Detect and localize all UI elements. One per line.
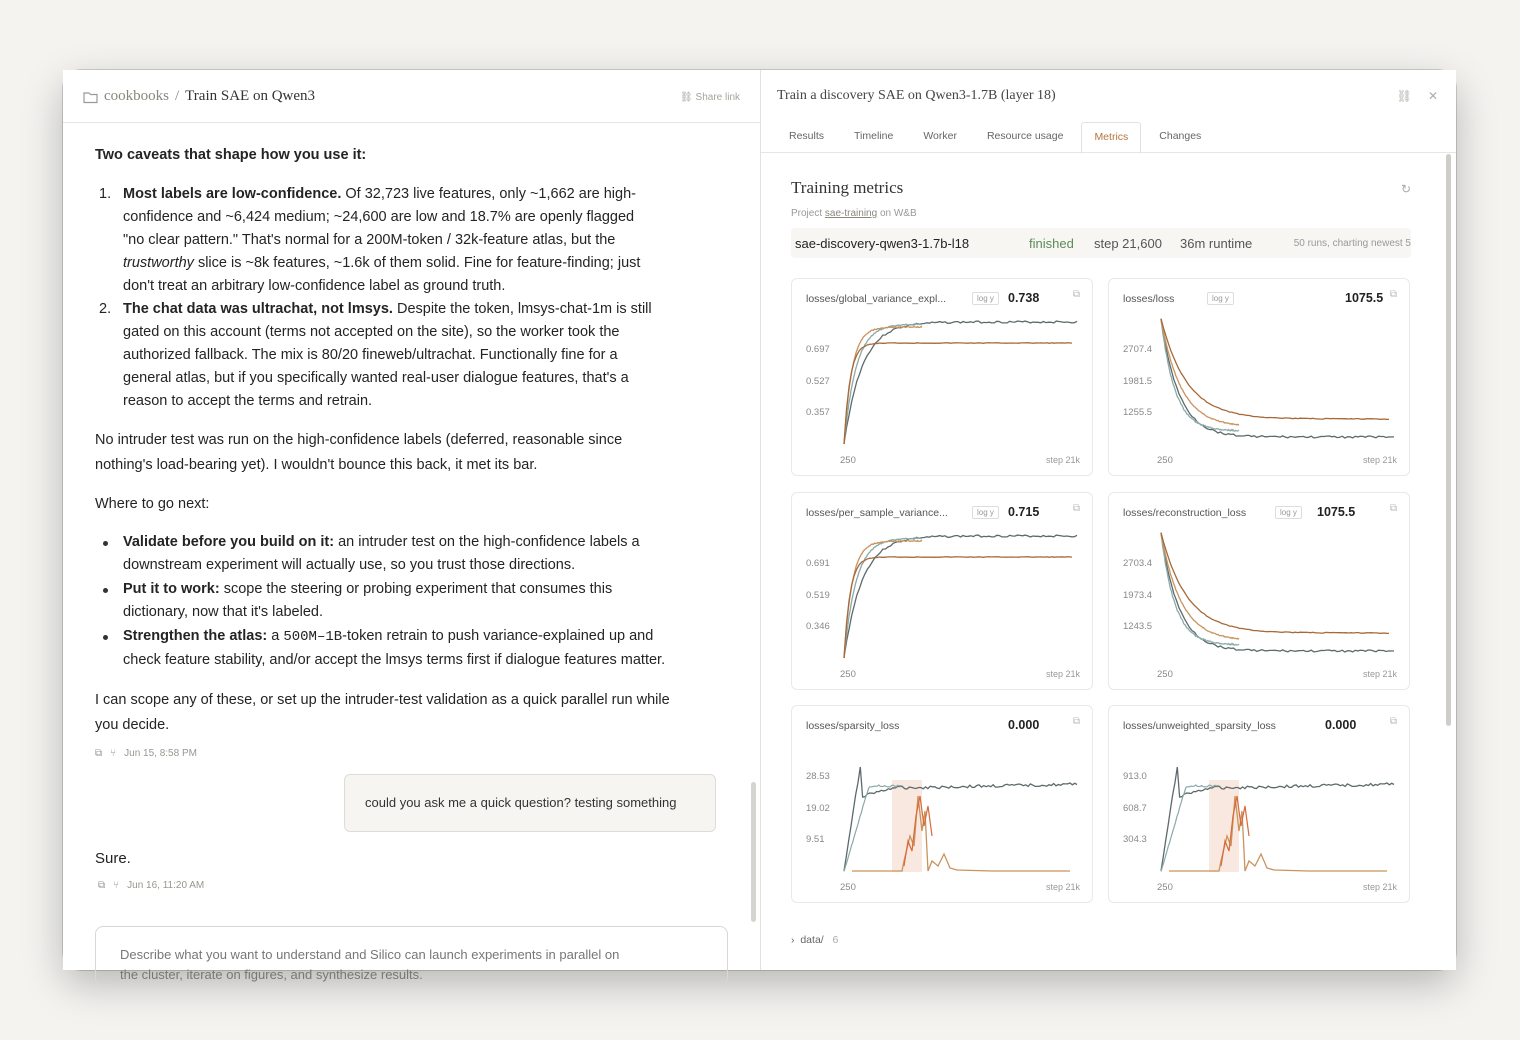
- share-link-button[interactable]: [680, 92, 740, 103]
- series-line: [1161, 319, 1239, 425]
- folder-icon: [83, 91, 98, 103]
- y-tick-label: 0.519: [806, 590, 830, 601]
- copy-icon[interactable]: ⧉: [98, 880, 106, 891]
- text-line: gated on this account (terms not accepted on the site), so the worker took the: [123, 324, 620, 340]
- item-bold: Put it to work:: [123, 581, 220, 597]
- metrics-scrollbar[interactable]: [1446, 154, 1451, 726]
- text-line: downstream experiment will actually use, so you trust those directions.: [123, 557, 576, 573]
- breadcrumb-separator: /: [175, 88, 180, 104]
- text-line: nothing's load-bearing yet). I wouldn't bounce this back, it met its bar.: [95, 457, 538, 473]
- x-tick-label: step 21k: [1362, 455, 1397, 465]
- folder-label: data/: [800, 934, 824, 946]
- composer-placeholder: Describe what you want to understand and Silico can launch experiments in parallel on: [120, 947, 620, 962]
- series-line: [844, 557, 1072, 658]
- x-tick-label: step 21k: [1045, 882, 1080, 892]
- y-tick-label: 0.691: [806, 558, 830, 569]
- chart-latest-value: 0.000: [1325, 718, 1357, 732]
- highlight-region: [892, 780, 922, 872]
- app-window: [63, 70, 1456, 982]
- metric-chart-card: [1108, 705, 1410, 903]
- metric-folder-data[interactable]: [791, 934, 838, 946]
- run-summary: [791, 228, 1411, 258]
- branch-icon[interactable]: ⑂: [113, 880, 120, 891]
- close-icon[interactable]: ✕: [1427, 89, 1438, 103]
- metric-chart-card: [1108, 278, 1410, 476]
- copy-icon[interactable]: ⧉: [95, 748, 103, 759]
- expand-icon[interactable]: ⧉: [1389, 716, 1397, 727]
- series-line: [844, 535, 1077, 658]
- timestamp: Jun 15, 8:58 PM: [124, 748, 197, 759]
- tab-worker[interactable]: Worker: [923, 130, 957, 142]
- chart-latest-value: 0.738: [1008, 291, 1040, 305]
- expand-icon[interactable]: ⧉: [1072, 716, 1080, 727]
- chat-pane: [63, 70, 761, 982]
- chevron-right-icon: ›: [791, 934, 795, 946]
- list-number: 2.: [99, 301, 112, 317]
- text-line: -token retrain to push variance-explained up and: [342, 628, 654, 644]
- text-line: confidence and ~6,424 medium; ~24,600 are low and 18.7% are openly flagged: [123, 209, 635, 225]
- text-line: authorized fallback. The mix is 80/20 fineweb/ultrachat. Functionally fine for a: [123, 347, 618, 363]
- text-line: you decide.: [95, 717, 170, 733]
- log-y-toggle[interactable]: log y: [972, 506, 999, 519]
- metric-chart-card: [791, 705, 1093, 903]
- next-list: [95, 531, 725, 672]
- series-line: [844, 321, 1077, 444]
- tab-metrics[interactable]: Metrics: [1081, 122, 1141, 154]
- series-line: [844, 767, 1077, 871]
- list-item: [95, 531, 725, 577]
- breadcrumb-root[interactable]: cookbooks: [104, 88, 169, 104]
- metric-chart-card: [1108, 492, 1410, 690]
- chart-latest-value: 1075.5: [1317, 505, 1356, 519]
- metric-chart-card: [791, 278, 1093, 476]
- text-line: scope the steering or probing experiment that consumes this: [219, 581, 613, 597]
- bullet: [103, 635, 108, 640]
- run-status: finished: [1029, 236, 1074, 251]
- list-item: [95, 578, 725, 624]
- expand-icon[interactable]: ⧉: [1389, 289, 1397, 300]
- caveat-item: [95, 183, 725, 298]
- line-chart: [792, 309, 1092, 473]
- run-name: sae-discovery-qwen3-1.7b-l18: [795, 236, 970, 251]
- tab-changes[interactable]: Changes: [1159, 130, 1202, 142]
- text-line: reason to accept the terms and retrain.: [123, 393, 373, 409]
- share-link-label: Share link: [695, 92, 740, 103]
- series-line: [1161, 767, 1394, 871]
- x-tick-label: 250: [840, 455, 856, 466]
- chart-title: losses/global_variance_expl...: [806, 293, 947, 305]
- tab-bar: [777, 122, 1219, 152]
- log-y-toggle[interactable]: log y: [1207, 292, 1234, 305]
- y-tick-label: 1255.5: [1123, 407, 1153, 418]
- x-tick-label: step 21k: [1045, 669, 1080, 679]
- text-line: an intruder test on the high-confidence labels a: [334, 534, 640, 550]
- series-line: [1161, 319, 1389, 420]
- item-bold: Strengthen the atlas:: [123, 628, 268, 644]
- list-number: 1.: [99, 186, 112, 202]
- y-tick-label: 0.357: [806, 407, 830, 418]
- project-line: [791, 208, 917, 219]
- timestamp: Jun 16, 11:20 AM: [127, 880, 205, 891]
- closing-paragraph: [95, 688, 670, 738]
- text-mono: 500M–1B: [283, 629, 343, 645]
- caveats-heading: Two caveats that shape how you use it:: [95, 147, 367, 163]
- x-tick-label: 250: [1157, 669, 1173, 680]
- experiment-pane: [761, 70, 1456, 970]
- item-bold: Validate before you build on it:: [123, 534, 335, 550]
- chart-title: losses/unweighted_sparsity_loss: [1123, 720, 1276, 732]
- experiment-title: Train a discovery SAE on Qwen3-1.7B (layer 18): [777, 88, 1056, 103]
- x-tick-label: step 21k: [1362, 669, 1397, 679]
- folder-count: 6: [832, 934, 839, 946]
- series-line: [1161, 533, 1394, 652]
- tab-divider: [761, 152, 1456, 153]
- project-prefix: Project: [791, 208, 823, 219]
- y-tick-label: 2707.4: [1123, 344, 1153, 355]
- tab-results[interactable]: Results: [789, 130, 825, 142]
- x-tick-label: 250: [1157, 882, 1173, 893]
- text-line: I can scope any of these, or set up the intruder-test validation as a quick parallel run while: [95, 692, 670, 708]
- metric-chart-card: [791, 492, 1093, 690]
- y-tick-label: 2703.4: [1123, 558, 1153, 569]
- y-tick-label: 608.7: [1123, 803, 1147, 814]
- log-y-toggle[interactable]: log y: [972, 292, 999, 305]
- series-line: [1161, 533, 1239, 639]
- list-item: [95, 625, 725, 672]
- series-line: [1169, 796, 1387, 871]
- expand-icon[interactable]: ⧉: [1072, 289, 1080, 300]
- series-line: [852, 796, 1070, 871]
- x-tick-label: step 21k: [1045, 455, 1080, 465]
- y-tick-label: 1981.5: [1123, 376, 1153, 387]
- y-tick-label: 1243.5: [1123, 621, 1153, 632]
- line-chart: [792, 736, 1092, 900]
- run-count: 50 runs, charting newest 5: [1293, 238, 1411, 249]
- y-tick-label: 304.3: [1123, 834, 1147, 845]
- bullet: [103, 588, 108, 593]
- pane-actions: [1397, 89, 1438, 103]
- text-line: slice is ~8k features, ~1.6k of them solid. Fine for feature-finding; just: [193, 255, 641, 271]
- text-line: Of 32,723 live features, only ~1,662 are high-: [345, 186, 636, 202]
- y-tick-label: 0.527: [806, 376, 830, 387]
- text-line: No intruder test was run on the high-confidence labels (deferred, reasonable since: [95, 432, 623, 448]
- y-tick-label: 0.697: [806, 344, 830, 355]
- chat-scrollbar[interactable]: [751, 782, 756, 922]
- expand-icon[interactable]: ⧉: [1389, 503, 1397, 514]
- next-heading: Where to go next:: [95, 496, 210, 512]
- project-suffix: on W&B: [879, 208, 917, 219]
- message-meta: [95, 742, 197, 765]
- refresh-icon[interactable]: ↻: [1400, 182, 1411, 196]
- caveat-item: [95, 298, 725, 413]
- caveat-bold: The chat data was ultrachat, not lmsys.: [123, 301, 393, 317]
- line-chart: [792, 523, 1092, 687]
- text-line: dictionary, now that it's labeled.: [123, 604, 323, 620]
- chart-latest-value: 1075.5: [1345, 291, 1384, 305]
- run-step: step 21,600: [1094, 236, 1162, 251]
- series-line: [1161, 319, 1394, 438]
- link-icon: ⛓: [680, 92, 693, 103]
- text-line: check feature stability, and/or accept the lmsys terms first if dialogue features matter.: [123, 652, 666, 668]
- y-tick-label: 913.0: [1123, 771, 1147, 782]
- breadcrumb-current: Train SAE on Qwen3: [185, 88, 316, 104]
- chart-title: losses/reconstruction_loss: [1123, 507, 1247, 519]
- prompt-composer[interactable]: [95, 926, 728, 986]
- x-tick-label: step 21k: [1362, 882, 1397, 892]
- branch-icon[interactable]: ⑂: [110, 748, 117, 759]
- series-line: [844, 343, 1072, 444]
- x-tick-label: 250: [840, 882, 856, 893]
- run-runtime: 36m runtime: [1180, 236, 1253, 251]
- y-tick-label: 0.346: [806, 621, 830, 632]
- intruder-paragraph: [95, 428, 622, 478]
- x-tick-label: 250: [1157, 455, 1173, 466]
- message-meta: [98, 880, 204, 891]
- text-line: a: [267, 628, 284, 644]
- line-chart: [1109, 309, 1409, 473]
- chart-title: losses/sparsity_loss: [806, 720, 900, 732]
- y-tick-label: 19.02: [806, 803, 830, 814]
- text-italic: trustworthy: [123, 255, 194, 271]
- text-line: don't treat an arbitrary low-confidence label as ground truth.: [123, 278, 506, 294]
- log-y-toggle[interactable]: log y: [1275, 506, 1302, 519]
- panel-title: Training metrics: [791, 178, 904, 197]
- assistant-reply: Sure.: [95, 850, 131, 867]
- y-tick-label: 28.53: [806, 771, 830, 782]
- line-chart: [1109, 523, 1409, 687]
- chat-topbar: [63, 70, 760, 123]
- tab-timeline[interactable]: Timeline: [854, 130, 894, 142]
- expand-icon[interactable]: ⧉: [1072, 503, 1080, 514]
- chart-title: losses/loss: [1123, 293, 1175, 305]
- highlight-region: [1209, 780, 1239, 872]
- breadcrumb: [83, 88, 315, 105]
- link-icon[interactable]: ⛓: [1396, 89, 1412, 103]
- text-line: general atlas, but if you specifically wanted real-user dialogue features, that's a: [123, 370, 629, 386]
- chart-latest-value: 0.000: [1008, 718, 1040, 732]
- text-line: "no clear pattern." That's normal for a 200M-token / 32k-feature atlas, but the: [123, 232, 616, 248]
- y-tick-label: 9.51: [806, 834, 825, 845]
- composer-placeholder: the cluster, iterate on figures, and synthesize results.: [120, 967, 423, 982]
- bullet: [103, 541, 108, 546]
- chart-latest-value: 0.715: [1008, 505, 1040, 519]
- chart-title: losses/per_sample_variance...: [806, 507, 948, 519]
- series-line: [1161, 533, 1389, 634]
- user-message-bubble: could you ask me a quick question? testing something: [344, 774, 716, 832]
- project-link[interactable]: sae-training: [824, 208, 878, 219]
- y-tick-label: 1973.4: [1123, 590, 1153, 601]
- text-line: Despite the token, lmsys-chat-1m is still: [396, 301, 652, 317]
- tab-resource-usage[interactable]: Resource usage: [986, 130, 1064, 142]
- x-tick-label: 250: [840, 669, 856, 680]
- caveat-bold: Most labels are low-confidence.: [123, 186, 342, 202]
- line-chart: [1109, 736, 1409, 900]
